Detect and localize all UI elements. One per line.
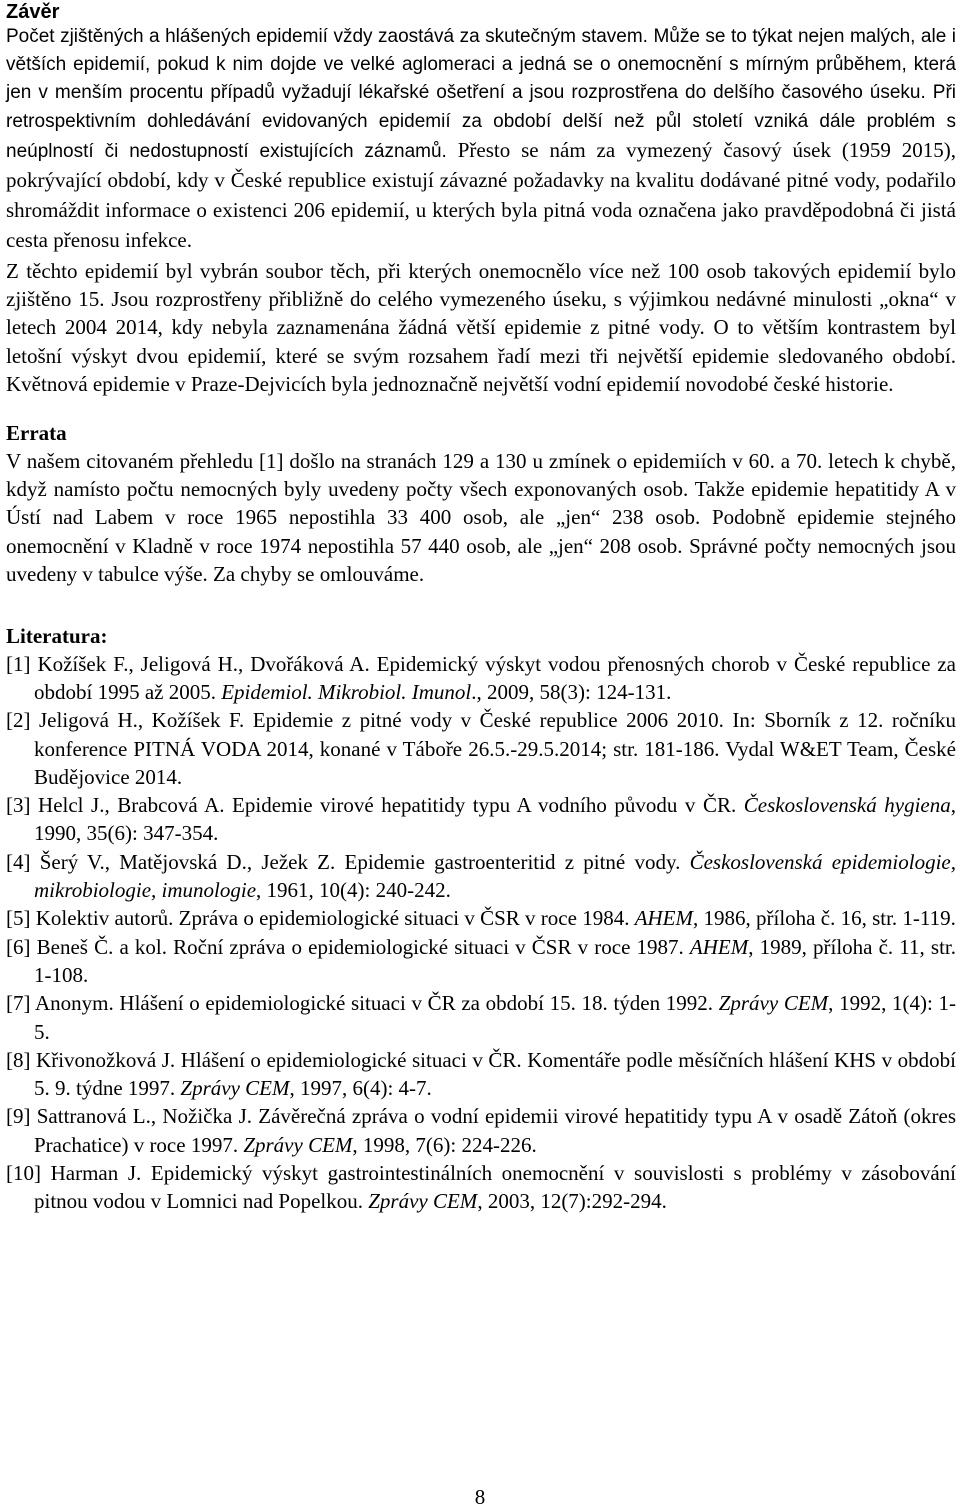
reference-item [6,1046,956,1103]
reference-details: ., 2009, 58(3): 124-131. [471,679,672,704]
reference-text: [5] Kolektiv autorů. Zpráva o epidemiologické situaci v ČSR v roce 1984. [6,906,635,931]
reference-journal: Zprávy CEM [180,1076,290,1101]
conclusion-paragraph-2: Z těchto epidemií byl vybrán soubor těch, při kterých onemocnělo více než 100 osob takových epidemií bylo zjištěno 15. Jsou rozprostřeny přibližně do celého vymezeného úseku, s výjimkou nedávné minulosti „okna“ v letech 2004 2014, kdy nebyla zaznamenána žádná větší epidemie z pitné vody. O to větším kontrastem byl letošní výskyt dvou epidemií, které se svým rozsahem řadí mezi tři největší epidemie sledovaného období. Květnová epidemie v Praze-Dejvicích byla jednoznačně největší vodní epidemií novodobé české historie. [6,258,956,397]
reference-journal: Zprávy CEM [368,1189,478,1214]
reference-text: [3] Helcl J., Brabcová A. Epidemie virové hepatitidy typu A vodního původu v ČR. [6,793,744,818]
page-number: 8 [474,1485,486,1509]
conclusion-paragraph-1 [6,23,956,257]
reference-text: [8] Křivonožková J. Hlášení o epidemiologické situaci v ČR. Komentáře podle měsíčních hlášení KHS v období 5. 9. týdne 1997. [6,1047,956,1101]
reference-journal: Epidemiol. Mikrobiol. Imunol [221,679,472,704]
literature-section [6,624,956,1216]
reference-journal: AHEM [634,906,694,931]
reference-details: , 1992, 1(4): 1-5. [34,991,956,1044]
reference-journal: Zprávy CEM [718,991,829,1016]
reference-item [6,989,956,1046]
reference-details: , 2003, 12(7):292-294. [477,1189,667,1214]
reference-journal: Zprávy CEM [243,1132,353,1157]
reference-journal: Československá epidemiologie, mikrobiologie, imunologie [34,849,956,903]
reference-details: , 1961, 10(4): 240-242. [256,878,451,903]
reference-item [6,904,956,932]
reference-text: [9] Sattranová L., Nožička J. Závěrečná zpráva o vodní epidemii virové hepatitidy typu A v osadě Zátoň (okres Prachatice) v roce 1997. [6,1104,956,1157]
reference-item [6,1102,956,1159]
reference-journal: Československá hygiena [743,793,951,818]
reference-text: [10] Harman J. Epidemický výskyt gastrointestinálních onemocnění v souvislosti s problémy v zásobování pitnou vodou v Lomnici nad Popelkou. [6,1161,956,1214]
reference-text: [1] Kožíšek F., Jeligová H., Dvořáková A. Epidemický výskyt vodou přenosných chorob v České republice za období 1995 až 2005. [6,651,956,704]
reference-item [6,933,956,990]
literature-heading: Literatura: [6,623,108,648]
conclusion-heading: Závěr [6,1,60,23]
reference-text: [6] Beneš Č. a kol. Roční zpráva o epidemiologické situaci v ČSR v roce 1987. [6,934,690,959]
reference-journal: AHEM [689,934,749,959]
reference-details: , 1998, 7(6): 224-226. [352,1132,537,1157]
reference-item [6,650,956,707]
conclusion-paragraph-1-text: Počet zjištěných a hlášených epidemií vždy zaostává za skutečným stavem. Může se to týkat nejen malých, ale i větších epidemií, pokud k nim dojde ve velké aglomeraci a jedná se o onemocnění s mírným průběhem, která jen v menším procentu případů vyžadují lékařské ošetření a jsou rozprostřena do delšího časového úseku. Při retrospektivním dohledávání evidovaných epidemií za období delší než půl století vzniká dále problém s neúplností či nedostupností existujících záznamů. [6,26,956,162]
reference-details: , 1989, příloha č. 11, str. 1-108. [34,934,957,987]
conclusion-paragraph-1-tail: Přesto se nám za vymezený časový úsek (1959 2015), pokrývající období, kdy v České republice existují závazné požadavky na kvalitu dodávané pitné vody, podařilo shromáždit informace o existenci 206 epidemií, u kterých byla pitná voda označena jako pravděpodobná či jistá cesta přenosu infekce. [6,137,956,253]
errata-heading: Errata [6,420,67,445]
reference-text: [7] Anonym. Hlášení o epidemiologické situaci v ČR za období 15. 18. týden 1992. [6,991,719,1016]
document-page [6,0,956,1216]
errata-paragraph: V našem citovaném přehledu [1] došlo na stranách 129 a 130 u zmínek o epidemiích v 60. a 70. letech k chybě, když namísto počtu nemocných byly uvedeny počty všech exponovaných osob. Takže epidemie hepatitidy A v Ústí nad Labem v roce 1965 nepostihla 33 400 osob, ale „jen“ 238 osob. Podobně epidemie stejného onemocnění v Kladně v roce 1974 nepostihla 57 440 osob, ale „jen“ 208 osob. Správné počty nemocných jsou uvedeny v tabulce výše. Za chyby se omlouváme. [6,448,956,587]
reference-item [6,706,956,791]
reference-item [6,848,956,905]
reference-list [6,650,956,1216]
reference-text: [4] Šerý V., Matějovská D., Ježek Z. Epidemie gastroenteritid z pitné vody. [6,849,690,874]
reference-item [6,791,956,848]
reference-details: , 1986, příloha č. 16, str. 1-119. [693,906,956,931]
reference-details: , 1997, 6(4): 4-7. [289,1076,432,1101]
errata-section [6,421,956,589]
reference-item [6,1159,956,1216]
reference-text: [2] Jeligová H., Kožíšek F. Epidemie z pitné vody v České republice 2006 2010. In: Sborník z 12. ročníku konference PITNÁ VODA 2014, konané v Táboře 26.5.-29.5.2014; str. 181-186. Vydal W&ET Team, České Budějovice 2014. [6,708,956,789]
reference-details: , 1990, 35(6): 347-354. [34,793,956,846]
